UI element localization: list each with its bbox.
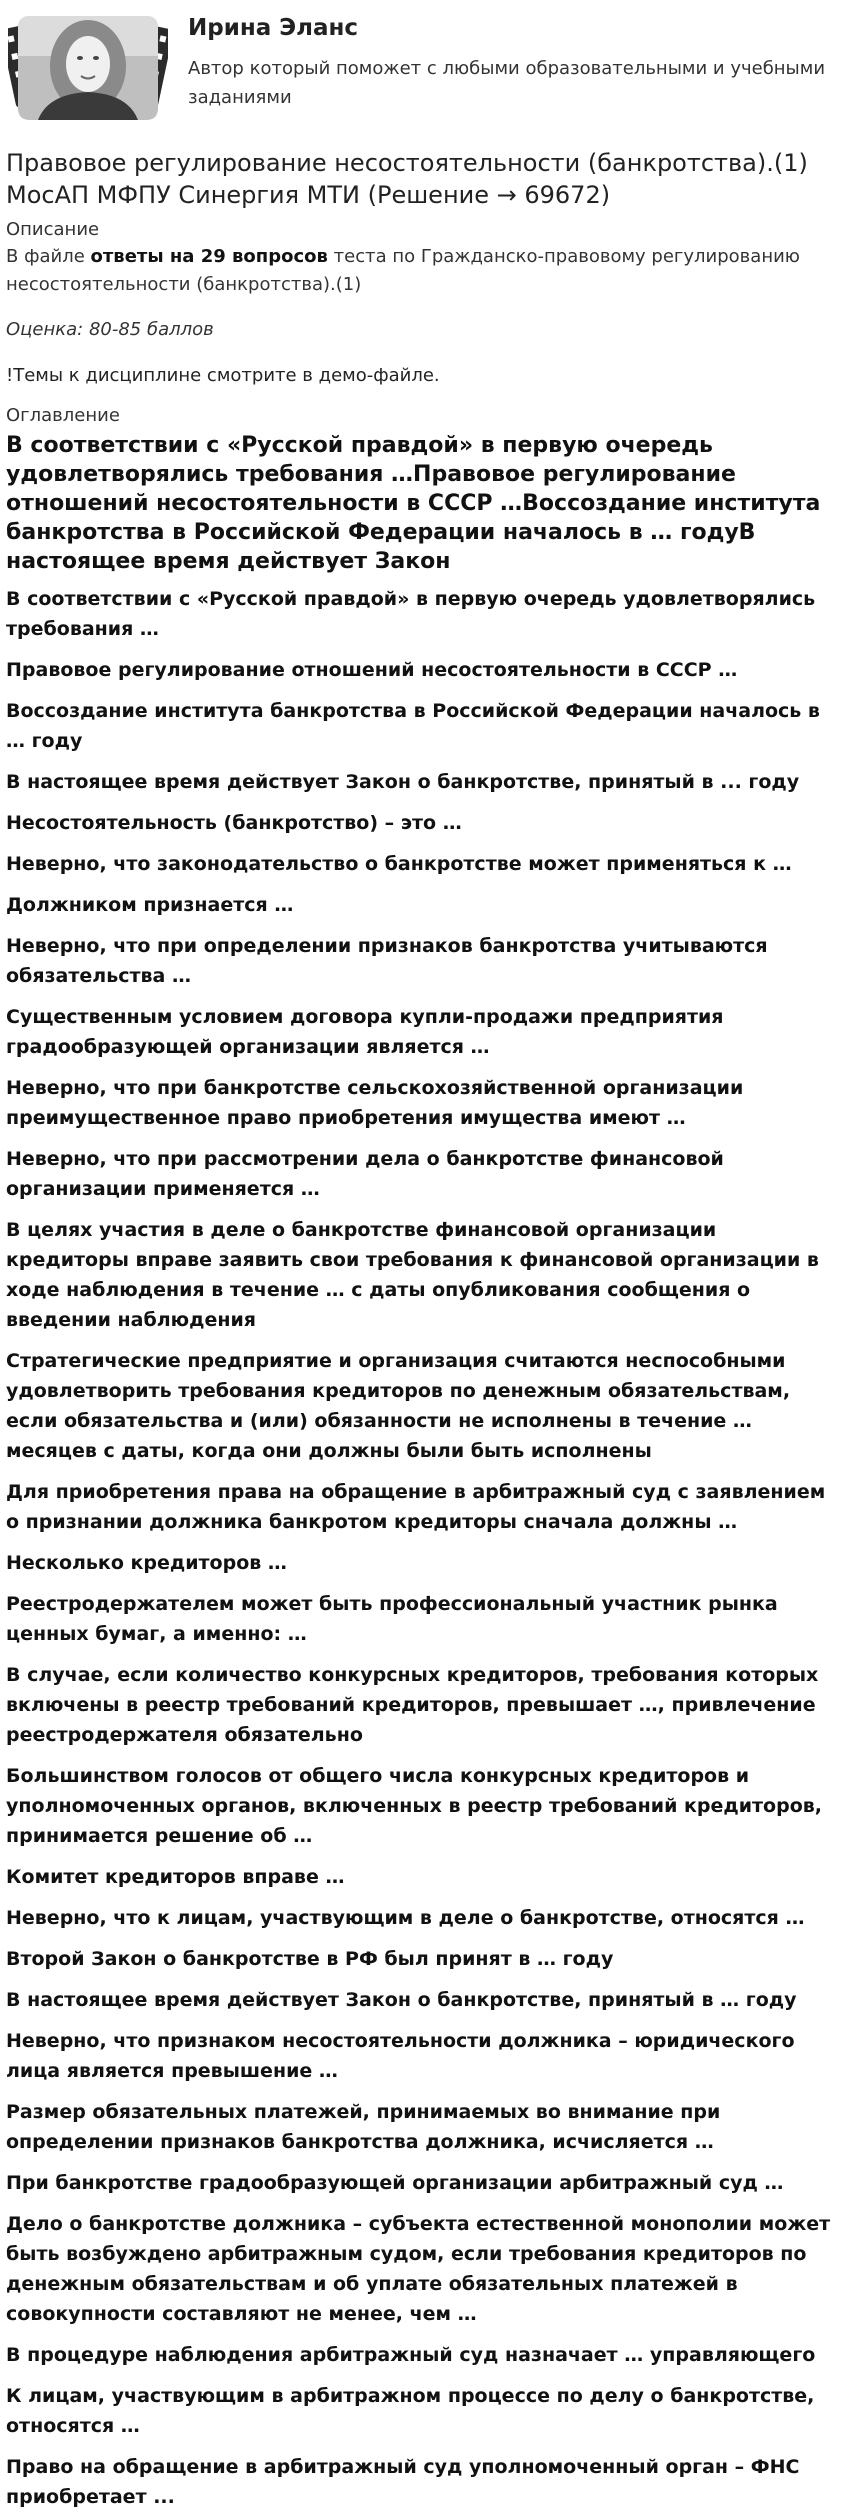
toc-item: В соответствии с «Русской правдой» в первую очередь удовлетворялись требования … — [6, 588, 816, 640]
toc-item: В настоящее время действует Закон о банкротстве, принятый в ... году — [6, 771, 800, 793]
toc-item: Для приобретения права на обращение в арбитражный суд с заявлением о признании должника банкротом кредиторы сначала должны … — [6, 1481, 826, 1533]
toc-item: Дело о банкротстве должника – субъекта естественной монополии может быть возбуждено арбитражным судом, если требования кредиторов по денежным обязательствам и об уплате обязательных платежей в совокупности составляют не менее, чем … — [6, 2213, 831, 2325]
score-text: Оценка: 80-85 баллов — [6, 319, 214, 340]
toc-item: Несостоятельность (банкротство) – это … — [6, 812, 462, 834]
toc-list — [6, 584, 841, 2512]
toc-item: Неверно, что признаком несостоятельности должника – юридического лица является превышение … — [6, 2030, 795, 2082]
author-description: Автор который поможет с любыми образовательными и учебными заданиями — [188, 58, 826, 108]
toc-item: Должником признается … — [6, 894, 294, 916]
avatar[interactable] — [8, 8, 168, 126]
toc-item: Неверно, что законодательство о банкротстве может применяться к … — [6, 853, 792, 875]
toc-item: К лицам, участвующим в арбитражном процессе по делу о банкротстве, относятся … — [6, 2385, 815, 2437]
toc-item: При банкротстве градообразующей организации арбитражный суд … — [6, 2172, 784, 2194]
author-card — [6, 0, 841, 136]
toc-item: Неверно, что при банкротстве сельскохозяйственной организации преимущественное право приобретения имущества имеют … — [6, 1077, 744, 1129]
toc-item: Стратегические предприятие и организация считаются неспособными удовлетворить требования кредиторов по денежным обязательствам, если обязательства и (или) обязанности не исполнены в течение … месяцев с даты, когда они должны были быть исполнены — [6, 1350, 791, 1462]
toc-item: В случае, если количество конкурсных кредиторов, требования которых включены в реестр требований кредиторов, превышает …, привлечение реестродержателя обязательно — [6, 1664, 819, 1746]
toc-item: Неверно, что к лицам, участвующим в деле о банкротстве, относятся … — [6, 1907, 805, 1929]
description-highlight: ответы на 29 вопросов — [90, 246, 328, 267]
toc-main-heading: В соответствии с «Русской правдой» в первую очередь удовлетворялись требования …Правовое регулирование отношений несостоятельности в СССР …Воссоздание института банкротства в Российской Федерации началось в … годуВ настоящее время действует Закон — [6, 433, 821, 574]
toc-item: Большинством голосов от общего числа конкурсных кредиторов и уполномоченных органов, включенных в реестр требований кредиторов, принимается решение об … — [6, 1765, 822, 1847]
note-text: !Темы к дисциплине смотрите в демо-файле. — [6, 365, 440, 386]
description-suffix: теста по Гражданско-правовому регулированию несостоятельности (банкротства).(1) — [6, 246, 800, 295]
toc-item: Право на обращение в арбитражный суд уполномоченный орган – ФНС приобретает ... — [6, 2456, 800, 2508]
toc-item: Неверно, что при определении признаков банкротства учитываются обязательства … — [6, 935, 768, 987]
page-title: Правовое регулирование несостоятельности (банкротства).(1) МосАП МФПУ Синергия МТИ (Решение → 69672) — [6, 149, 808, 209]
toc-label: Оглавление — [6, 405, 120, 426]
author-name[interactable]: Ирина Эланс — [188, 15, 359, 41]
toc-item: Комитет кредиторов вправе … — [6, 1866, 345, 1888]
toc-item: В настоящее время действует Закон о банкротстве, принятый в … году — [6, 1989, 797, 2011]
toc-item: Размер обязательных платежей, принимаемых во внимание при определении признаков банкротства должника, исчисляется … — [6, 2101, 721, 2153]
author-info — [188, 14, 828, 112]
avatar-photo-icon — [8, 8, 168, 126]
toc-item: Воссоздание института банкротства в Российской Федерации началось в … году — [6, 700, 820, 752]
toc-item: В целях участия в деле о банкротстве финансовой организации кредиторы вправе заявить свои требования к финансовой организации в ходе наблюдения в течение … с даты опубликования сообщения о введении наблюдения — [6, 1219, 819, 1331]
toc-item: В процедуре наблюдения арбитражный суд назначает … управляющего — [6, 2344, 816, 2366]
description-label: Описание — [6, 219, 100, 240]
description-prefix: В файле — [6, 246, 91, 267]
toc-item: Реестродержателем может быть профессиональный участник рынка ценных бумаг, а именно: … — [6, 1593, 778, 1645]
description-text — [6, 243, 841, 299]
toc-item: Неверно, что при рассмотрении дела о банкротстве финансовой организации применяется … — [6, 1148, 724, 1200]
toc-item: Второй Закон о банкротстве в РФ был принят в … году — [6, 1948, 614, 1970]
toc-item: Несколько кредиторов … — [6, 1552, 287, 1574]
toc-item: Правовое регулирование отношений несостоятельности в СССР … — [6, 659, 738, 681]
toc-item: Существенным условием договора купли-продажи предприятия градообразующей организации является … — [6, 1006, 724, 1058]
